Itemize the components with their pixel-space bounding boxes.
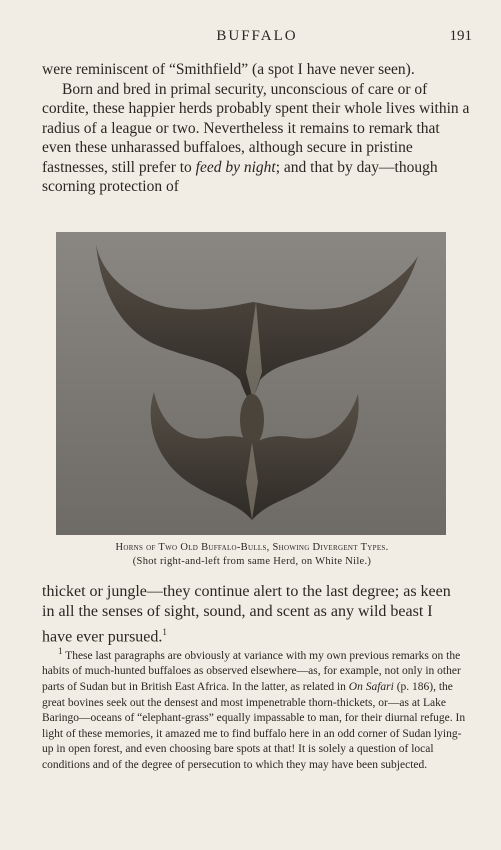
- body-text-bottom: [42, 582, 462, 647]
- caption-subtitle: (Shot right-and-left from same Herd, on White Nile.): [132, 556, 372, 567]
- running-head: BUFFALO: [216, 28, 298, 44]
- footnote-text-start: These last paragraphs are obviously at variance with my own previous remarks on the habits of much-hunted buffaloes as observed elsewhere—as, for example, not only in other parts of Sudan but in British East Africa. In the latter, as related in: [42, 649, 461, 694]
- book-title: On Safari: [348, 681, 394, 694]
- page-number: 191: [449, 28, 472, 44]
- footnote-marker: 1: [58, 646, 63, 656]
- footnote-text-end: (p. 186), the great bovines seek out the densest and most impenetrable thorn-thickets, or—as at Lake Baringo—oceans of “elephant-grass” equally impassable to man, for their diurnal refuge. In light of these memories, it amazed me to find buffalo here in an odd corner of Sudan lying-up in open forest, and even choosing bare spots at that! It is solely a question of local conditions and of the degree of persecution to which they may have been subjected.: [42, 681, 466, 771]
- body-text-top: [42, 60, 472, 197]
- paragraph-text-end: ; and that by day—though scorning protection of: [42, 158, 438, 195]
- horns-illustration: [56, 232, 446, 535]
- paragraph-continued: were reminiscent of “Smithfield” (a spot I have never seen).: [42, 61, 415, 78]
- footnote-text: [42, 644, 466, 774]
- paragraph-text: thicket or jungle—they continue alert to the last degree; as keen in all the senses of sight, sound, and scent as any wild beast I have ever pursued.: [42, 583, 451, 646]
- italic-phrase: feed by night: [195, 158, 276, 176]
- footnote: [42, 644, 466, 774]
- page-header: [42, 28, 472, 48]
- caption-title: Horns of Two Old Buffalo-Bulls, Showing Divergent Types.: [115, 542, 389, 553]
- paragraph-text: Born and bred in primal security, unconscious of care or of cordite, these happier herds probably spent their whole lives within a radius of a league or two. Nevertheless it remains to remark that even these unharassed buffaloes, although secure in pristine fastnesses, still prefer to: [42, 80, 470, 176]
- paragraph: [42, 80, 472, 197]
- horns-photograph: [56, 232, 446, 535]
- footnote-reference[interactable]: 1: [162, 627, 167, 637]
- figure-caption: [42, 541, 462, 569]
